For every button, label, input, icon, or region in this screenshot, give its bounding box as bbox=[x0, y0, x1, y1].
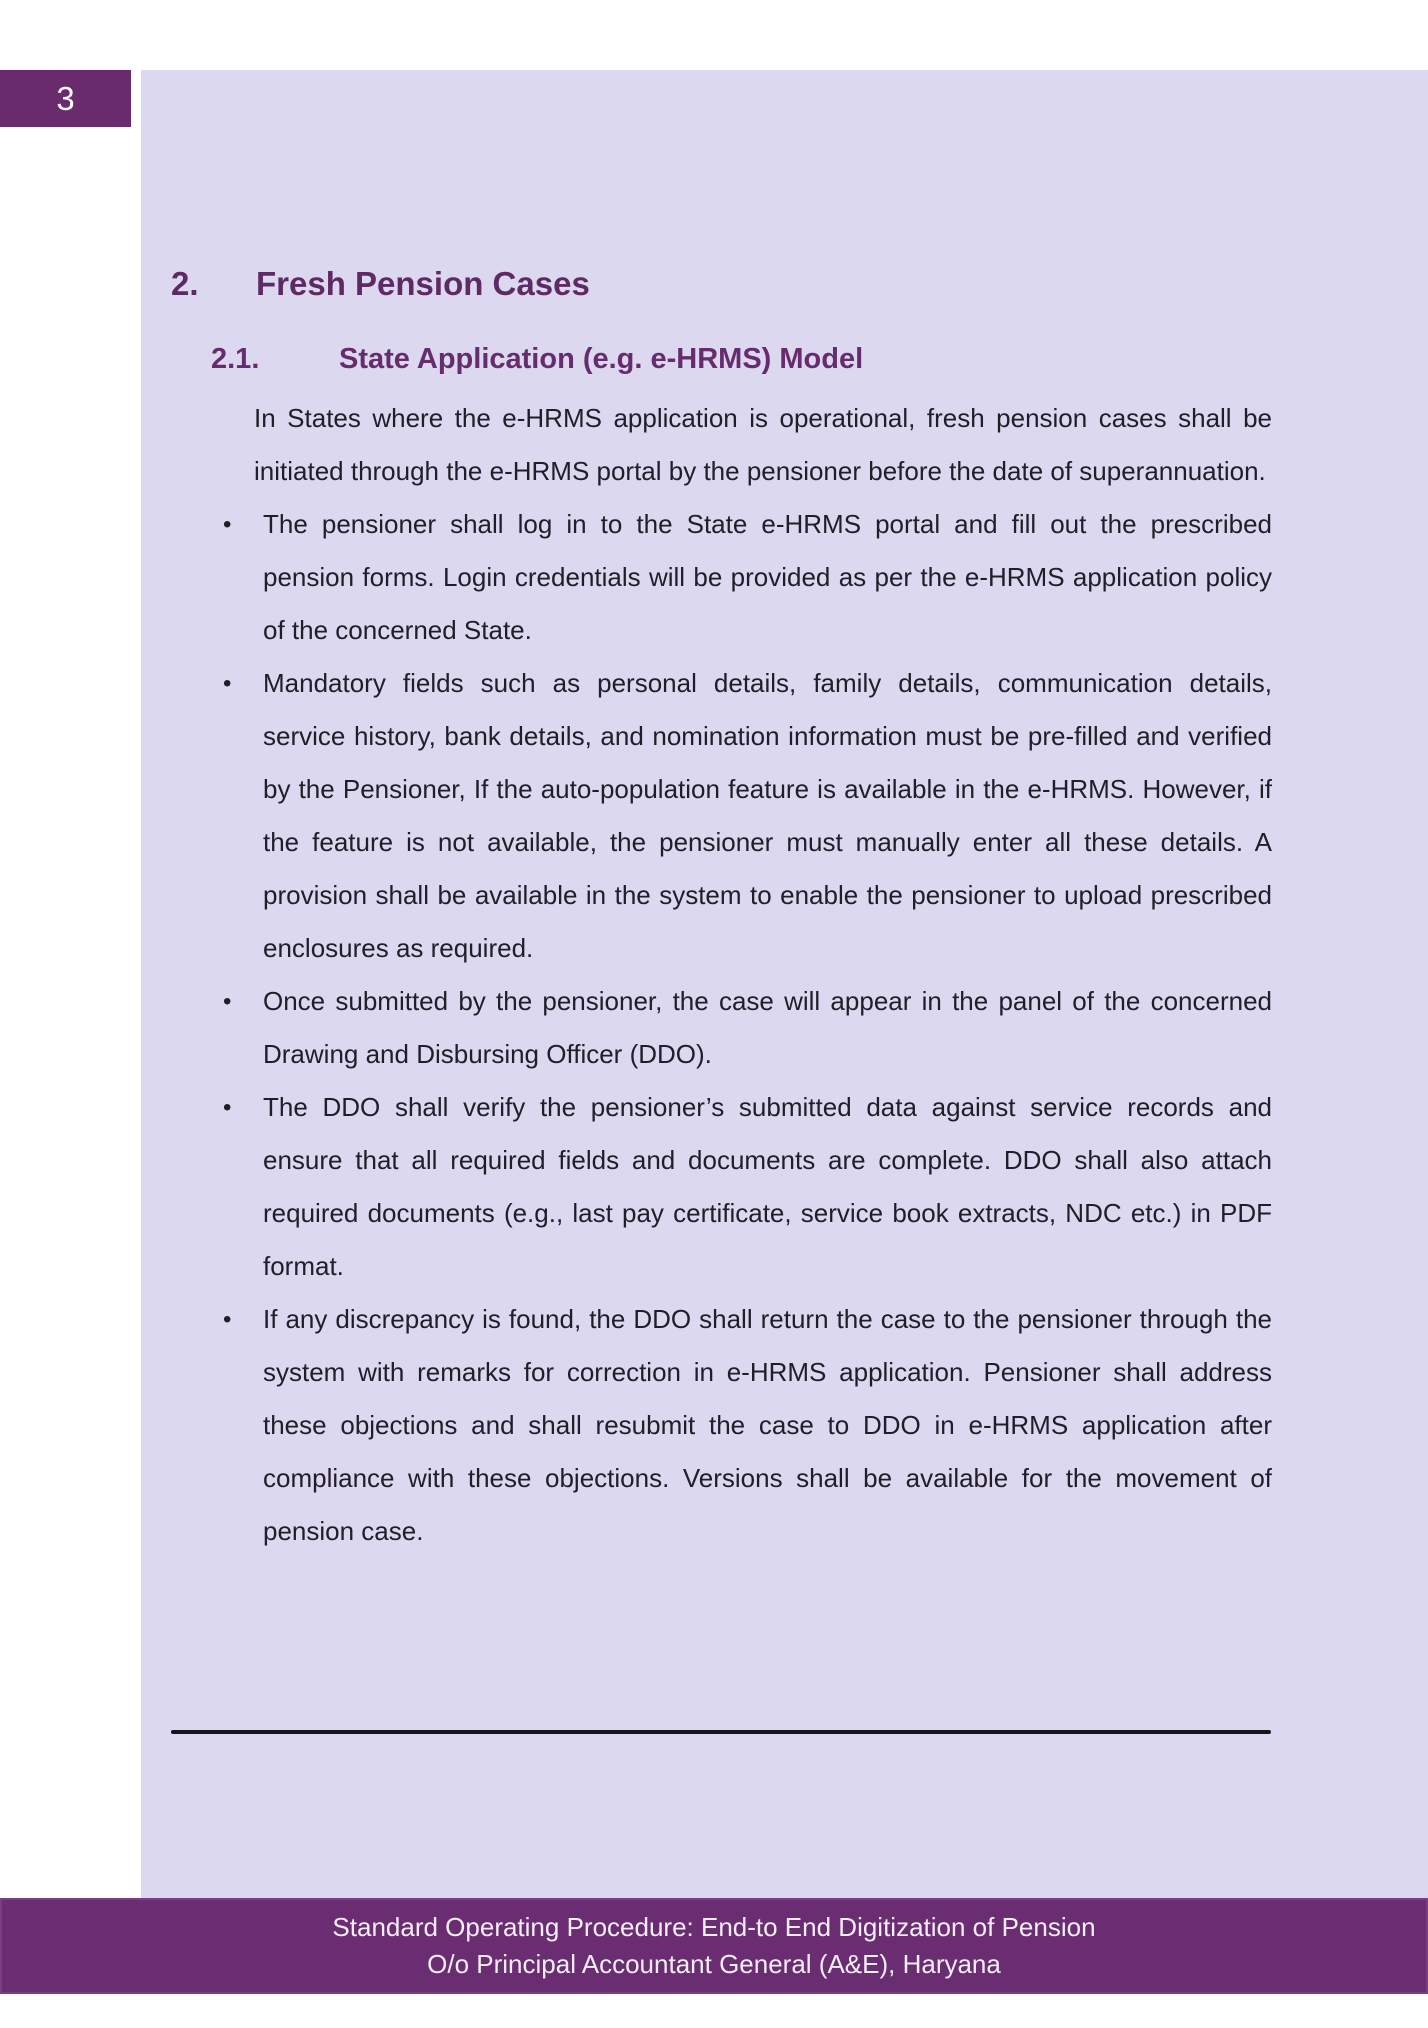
subsection-heading bbox=[211, 343, 1272, 376]
bullet-marker-icon: • bbox=[223, 511, 232, 539]
section-heading bbox=[171, 265, 1272, 303]
bullet-marker-icon: • bbox=[223, 1094, 232, 1122]
bullet-item bbox=[171, 1081, 1272, 1293]
bullet-marker-icon: • bbox=[223, 670, 232, 698]
bullet-text: Once submitted by the pensioner, the case will appear in the panel of the concerned Drawing and Disbursing Officer (DDO). bbox=[263, 986, 1272, 1070]
bullet-text: The DDO shall verify the pensioner’s submitted data against service records and ensure that all required fields and documents are complete. DDO shall also attach required documents (e.g., last pay certificate, service book extracts, NDC etc.) in PDF format. bbox=[263, 1092, 1272, 1282]
bullet-text: Mandatory fields such as personal details, family details, communication details, service history, bank details, and nomination information must be pre-filled and verified by the Pensioner, If the auto-population feature is available in the e-HRMS. However, if the feature is not available, the pensioner must manually enter all these details. A provision shall be available in the system to enable the pensioner to upload prescribed enclosures as required. bbox=[263, 668, 1272, 964]
bullet-text: If any discrepancy is found, the DDO shall return the case to the pensioner through the system with remarks for correction in e-HRMS application. Pensioner shall address these objections and shall resubmit the case to DDO in e-HRMS application after compliance with these objections. Versions shall be available for the movement of pension case. bbox=[263, 1304, 1272, 1547]
bullet-item bbox=[171, 498, 1272, 657]
bullet-marker-icon: • bbox=[223, 1306, 232, 1334]
bullet-item bbox=[171, 975, 1272, 1081]
subsection-number: 2.1. bbox=[211, 342, 260, 375]
footer-bar bbox=[0, 1898, 1428, 1994]
page-number-tab bbox=[0, 70, 131, 127]
section-title: Fresh Pension Cases bbox=[256, 265, 590, 302]
intro-paragraph: In States where the e-HRMS application is operational, fresh pension cases shall be initiated through the e-HRMS portal by the pensioner before the date of superannuation. bbox=[254, 403, 1272, 487]
section-number: 2. bbox=[171, 265, 199, 302]
document-content-panel bbox=[141, 70, 1428, 1898]
bullet-item bbox=[171, 1293, 1272, 1558]
page-number: 3 bbox=[56, 79, 75, 117]
footer-line-1: Standard Operating Procedure: End-to End Digitization of Pension bbox=[332, 1912, 1096, 1942]
bullet-marker-icon: • bbox=[223, 988, 232, 1016]
subsection-title: State Application (e.g. e-HRMS) Model bbox=[339, 342, 864, 375]
footer-divider-rule bbox=[171, 1730, 1271, 1734]
bullet-item bbox=[171, 657, 1272, 975]
bullet-list bbox=[171, 498, 1272, 1558]
footer-line-2: O/o Principal Accountant General (A&E), Haryana bbox=[427, 1949, 1001, 1979]
bullet-text: The pensioner shall log in to the State e-HRMS portal and fill out the prescribed pension forms. Login credentials will be provided as per the e-HRMS application policy of the concerned State. bbox=[263, 509, 1272, 646]
